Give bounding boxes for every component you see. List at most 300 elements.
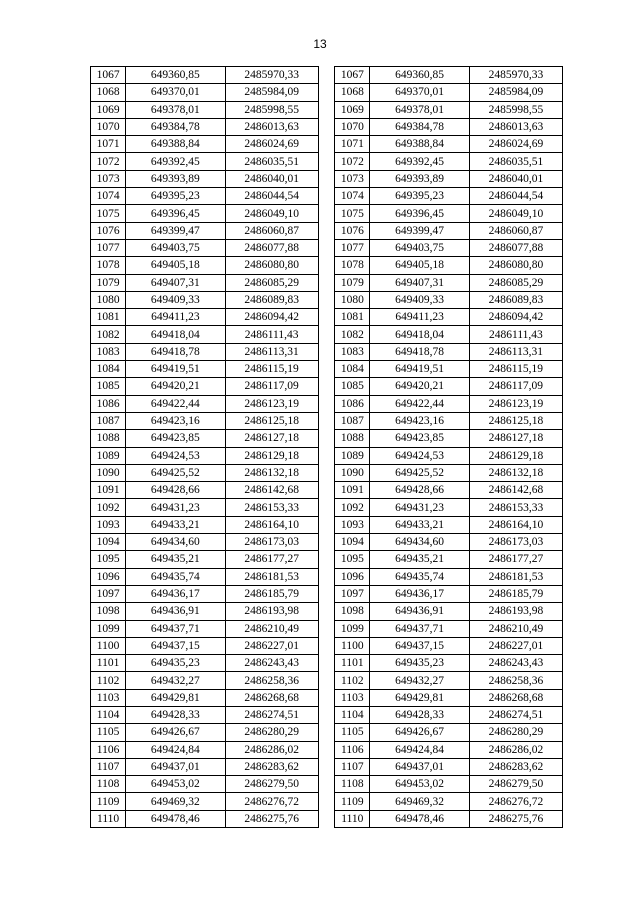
table-row <box>91 188 563 205</box>
left-x-coordinate-cell: 649407,31 <box>126 274 225 291</box>
left-y-coordinate-cell: 2486117,09 <box>225 378 318 395</box>
left-y-coordinate-cell: 2486153,33 <box>225 499 318 516</box>
left-y-coordinate-cell: 2486024,69 <box>225 136 318 153</box>
right-y-coordinate-cell: 2486173,03 <box>469 534 562 551</box>
right-y-coordinate-cell: 2486115,19 <box>469 361 562 378</box>
left-point-number-cell: 1110 <box>91 810 126 827</box>
right-x-coordinate-cell: 649435,21 <box>370 551 469 568</box>
column-gap <box>318 274 335 291</box>
right-point-number-cell: 1075 <box>335 205 370 222</box>
left-y-coordinate-cell: 2486044,54 <box>225 188 318 205</box>
left-y-coordinate-cell: 2486094,42 <box>225 309 318 326</box>
left-x-coordinate-cell: 649405,18 <box>126 257 225 274</box>
left-point-number-cell: 1093 <box>91 516 126 533</box>
left-point-number-cell: 1068 <box>91 84 126 101</box>
table-row <box>91 534 563 551</box>
left-x-coordinate-cell: 649426,67 <box>126 724 225 741</box>
left-y-coordinate-cell: 2486193,98 <box>225 603 318 620</box>
left-y-coordinate-cell: 2485984,09 <box>225 84 318 101</box>
right-y-coordinate-cell: 2486276,72 <box>469 793 562 810</box>
table-row <box>91 620 563 637</box>
right-y-coordinate-cell: 2485998,55 <box>469 101 562 118</box>
right-x-coordinate-cell: 649428,66 <box>370 482 469 499</box>
right-x-coordinate-cell: 649436,17 <box>370 585 469 602</box>
right-point-number-cell: 1086 <box>335 395 370 412</box>
table-row <box>91 776 563 793</box>
right-y-coordinate-cell: 2486080,80 <box>469 257 562 274</box>
left-y-coordinate-cell: 2486089,83 <box>225 291 318 308</box>
coordinates-table-body <box>91 67 563 828</box>
left-point-number-cell: 1082 <box>91 326 126 343</box>
left-point-number-cell: 1094 <box>91 534 126 551</box>
right-y-coordinate-cell: 2486013,63 <box>469 118 562 135</box>
right-x-coordinate-cell: 649396,45 <box>370 205 469 222</box>
right-x-coordinate-cell: 649392,45 <box>370 153 469 170</box>
left-y-coordinate-cell: 2486268,68 <box>225 689 318 706</box>
left-point-number-cell: 1098 <box>91 603 126 620</box>
column-gap <box>318 516 335 533</box>
left-x-coordinate-cell: 649432,27 <box>126 672 225 689</box>
right-point-number-cell: 1103 <box>335 689 370 706</box>
left-y-coordinate-cell: 2486227,01 <box>225 637 318 654</box>
column-gap <box>318 412 335 429</box>
left-point-number-cell: 1096 <box>91 568 126 585</box>
column-gap <box>318 239 335 256</box>
right-y-coordinate-cell: 2486049,10 <box>469 205 562 222</box>
left-y-coordinate-cell: 2486127,18 <box>225 430 318 447</box>
right-point-number-cell: 1098 <box>335 603 370 620</box>
column-gap <box>318 464 335 481</box>
left-point-number-cell: 1104 <box>91 706 126 723</box>
left-x-coordinate-cell: 649419,51 <box>126 361 225 378</box>
right-x-coordinate-cell: 649419,51 <box>370 361 469 378</box>
table-row <box>91 516 563 533</box>
column-gap <box>318 637 335 654</box>
right-point-number-cell: 1108 <box>335 776 370 793</box>
left-x-coordinate-cell: 649422,44 <box>126 395 225 412</box>
column-gap <box>318 568 335 585</box>
right-point-number-cell: 1078 <box>335 257 370 274</box>
column-gap <box>318 603 335 620</box>
left-x-coordinate-cell: 649425,52 <box>126 464 225 481</box>
column-gap <box>318 430 335 447</box>
left-y-coordinate-cell: 2485998,55 <box>225 101 318 118</box>
left-x-coordinate-cell: 649418,04 <box>126 326 225 343</box>
left-x-coordinate-cell: 649423,16 <box>126 412 225 429</box>
right-point-number-cell: 1095 <box>335 551 370 568</box>
right-x-coordinate-cell: 649388,84 <box>370 136 469 153</box>
table-row <box>91 136 563 153</box>
left-x-coordinate-cell: 649437,01 <box>126 758 225 775</box>
table-row <box>91 343 563 360</box>
right-x-coordinate-cell: 649432,27 <box>370 672 469 689</box>
right-y-coordinate-cell: 2486060,87 <box>469 222 562 239</box>
left-x-coordinate-cell: 649434,60 <box>126 534 225 551</box>
right-y-coordinate-cell: 2486279,50 <box>469 776 562 793</box>
left-y-coordinate-cell: 2486243,43 <box>225 655 318 672</box>
table-row <box>91 706 563 723</box>
column-gap <box>318 136 335 153</box>
right-x-coordinate-cell: 649453,02 <box>370 776 469 793</box>
column-gap <box>318 222 335 239</box>
left-x-coordinate-cell: 649399,47 <box>126 222 225 239</box>
left-x-coordinate-cell: 649360,85 <box>126 67 225 84</box>
table-row <box>91 499 563 516</box>
table-row <box>91 222 563 239</box>
left-point-number-cell: 1103 <box>91 689 126 706</box>
table-row <box>91 689 563 706</box>
right-x-coordinate-cell: 649469,32 <box>370 793 469 810</box>
right-x-coordinate-cell: 649436,91 <box>370 603 469 620</box>
left-y-coordinate-cell: 2486123,19 <box>225 395 318 412</box>
right-point-number-cell: 1089 <box>335 447 370 464</box>
column-gap <box>318 118 335 135</box>
left-x-coordinate-cell: 649411,23 <box>126 309 225 326</box>
column-gap <box>318 776 335 793</box>
left-x-coordinate-cell: 649435,23 <box>126 655 225 672</box>
right-y-coordinate-cell: 2486210,49 <box>469 620 562 637</box>
table-row <box>91 67 563 84</box>
left-y-coordinate-cell: 2486274,51 <box>225 706 318 723</box>
right-x-coordinate-cell: 649435,74 <box>370 568 469 585</box>
column-gap <box>318 620 335 637</box>
right-y-coordinate-cell: 2486125,18 <box>469 412 562 429</box>
coordinates-table <box>90 66 563 828</box>
left-point-number-cell: 1086 <box>91 395 126 412</box>
right-point-number-cell: 1087 <box>335 412 370 429</box>
right-point-number-cell: 1079 <box>335 274 370 291</box>
left-x-coordinate-cell: 649469,32 <box>126 793 225 810</box>
right-y-coordinate-cell: 2486129,18 <box>469 447 562 464</box>
right-y-coordinate-cell: 2486185,79 <box>469 585 562 602</box>
left-y-coordinate-cell: 2486276,72 <box>225 793 318 810</box>
left-point-number-cell: 1109 <box>91 793 126 810</box>
left-point-number-cell: 1105 <box>91 724 126 741</box>
right-y-coordinate-cell: 2486040,01 <box>469 170 562 187</box>
right-point-number-cell: 1101 <box>335 655 370 672</box>
right-y-coordinate-cell: 2486132,18 <box>469 464 562 481</box>
right-y-coordinate-cell: 2486274,51 <box>469 706 562 723</box>
left-x-coordinate-cell: 649435,21 <box>126 551 225 568</box>
right-y-coordinate-cell: 2486111,43 <box>469 326 562 343</box>
left-y-coordinate-cell: 2486125,18 <box>225 412 318 429</box>
left-y-coordinate-cell: 2486258,36 <box>225 672 318 689</box>
column-gap <box>318 672 335 689</box>
right-x-coordinate-cell: 649424,84 <box>370 741 469 758</box>
right-y-coordinate-cell: 2486164,10 <box>469 516 562 533</box>
left-x-coordinate-cell: 649396,45 <box>126 205 225 222</box>
right-y-coordinate-cell: 2485970,33 <box>469 67 562 84</box>
table-row <box>91 724 563 741</box>
right-x-coordinate-cell: 649437,01 <box>370 758 469 775</box>
table-row <box>91 430 563 447</box>
right-y-coordinate-cell: 2486280,29 <box>469 724 562 741</box>
left-y-coordinate-cell: 2486275,76 <box>225 810 318 827</box>
table-row <box>91 239 563 256</box>
table-row <box>91 309 563 326</box>
table-row <box>91 672 563 689</box>
left-point-number-cell: 1100 <box>91 637 126 654</box>
right-point-number-cell: 1076 <box>335 222 370 239</box>
left-y-coordinate-cell: 2486085,29 <box>225 274 318 291</box>
right-point-number-cell: 1074 <box>335 188 370 205</box>
table-row <box>91 326 563 343</box>
right-y-coordinate-cell: 2486094,42 <box>469 309 562 326</box>
right-y-coordinate-cell: 2486193,98 <box>469 603 562 620</box>
left-x-coordinate-cell: 649378,01 <box>126 101 225 118</box>
left-point-number-cell: 1073 <box>91 170 126 187</box>
right-y-coordinate-cell: 2486024,69 <box>469 136 562 153</box>
column-gap <box>318 361 335 378</box>
table-row <box>91 205 563 222</box>
right-y-coordinate-cell: 2486035,51 <box>469 153 562 170</box>
left-point-number-cell: 1070 <box>91 118 126 135</box>
right-point-number-cell: 1092 <box>335 499 370 516</box>
right-point-number-cell: 1082 <box>335 326 370 343</box>
column-gap <box>318 585 335 602</box>
left-point-number-cell: 1085 <box>91 378 126 395</box>
right-y-coordinate-cell: 2486258,36 <box>469 672 562 689</box>
right-point-number-cell: 1102 <box>335 672 370 689</box>
column-gap <box>318 793 335 810</box>
left-y-coordinate-cell: 2486035,51 <box>225 153 318 170</box>
left-y-coordinate-cell: 2486142,68 <box>225 482 318 499</box>
right-point-number-cell: 1073 <box>335 170 370 187</box>
right-y-coordinate-cell: 2486142,68 <box>469 482 562 499</box>
right-point-number-cell: 1069 <box>335 101 370 118</box>
column-gap <box>318 309 335 326</box>
left-x-coordinate-cell: 649431,23 <box>126 499 225 516</box>
table-row <box>91 412 563 429</box>
table-row <box>91 603 563 620</box>
right-x-coordinate-cell: 649435,23 <box>370 655 469 672</box>
left-y-coordinate-cell: 2486286,02 <box>225 741 318 758</box>
right-x-coordinate-cell: 649409,33 <box>370 291 469 308</box>
left-x-coordinate-cell: 649429,81 <box>126 689 225 706</box>
table-row <box>91 810 563 827</box>
column-gap <box>318 84 335 101</box>
left-x-coordinate-cell: 649424,53 <box>126 447 225 464</box>
left-y-coordinate-cell: 2486164,10 <box>225 516 318 533</box>
right-x-coordinate-cell: 649423,16 <box>370 412 469 429</box>
left-x-coordinate-cell: 649392,45 <box>126 153 225 170</box>
right-x-coordinate-cell: 649433,21 <box>370 516 469 533</box>
right-y-coordinate-cell: 2486113,31 <box>469 343 562 360</box>
table-row <box>91 551 563 568</box>
page-number: 13 <box>313 37 327 51</box>
left-y-coordinate-cell: 2486013,63 <box>225 118 318 135</box>
column-gap <box>318 689 335 706</box>
column-gap <box>318 101 335 118</box>
left-x-coordinate-cell: 649403,75 <box>126 239 225 256</box>
left-x-coordinate-cell: 649437,15 <box>126 637 225 654</box>
right-y-coordinate-cell: 2486227,01 <box>469 637 562 654</box>
left-x-coordinate-cell: 649437,71 <box>126 620 225 637</box>
right-y-coordinate-cell: 2486243,43 <box>469 655 562 672</box>
right-point-number-cell: 1083 <box>335 343 370 360</box>
column-gap <box>318 378 335 395</box>
right-point-number-cell: 1084 <box>335 361 370 378</box>
left-y-coordinate-cell: 2486177,27 <box>225 551 318 568</box>
left-x-coordinate-cell: 649428,66 <box>126 482 225 499</box>
right-y-coordinate-cell: 2486127,18 <box>469 430 562 447</box>
right-point-number-cell: 1067 <box>335 67 370 84</box>
left-point-number-cell: 1071 <box>91 136 126 153</box>
right-x-coordinate-cell: 649428,33 <box>370 706 469 723</box>
right-point-number-cell: 1093 <box>335 516 370 533</box>
column-gap <box>318 499 335 516</box>
left-point-number-cell: 1089 <box>91 447 126 464</box>
column-gap <box>318 170 335 187</box>
left-y-coordinate-cell: 2486060,87 <box>225 222 318 239</box>
right-point-number-cell: 1100 <box>335 637 370 654</box>
right-x-coordinate-cell: 649393,89 <box>370 170 469 187</box>
table-row <box>91 655 563 672</box>
left-point-number-cell: 1092 <box>91 499 126 516</box>
column-gap <box>318 810 335 827</box>
right-y-coordinate-cell: 2486085,29 <box>469 274 562 291</box>
left-point-number-cell: 1101 <box>91 655 126 672</box>
right-point-number-cell: 1110 <box>335 810 370 827</box>
right-x-coordinate-cell: 649418,78 <box>370 343 469 360</box>
right-point-number-cell: 1085 <box>335 378 370 395</box>
table-row <box>91 741 563 758</box>
left-point-number-cell: 1083 <box>91 343 126 360</box>
left-point-number-cell: 1102 <box>91 672 126 689</box>
column-gap <box>318 257 335 274</box>
column-gap <box>318 534 335 551</box>
left-point-number-cell: 1095 <box>91 551 126 568</box>
left-point-number-cell: 1076 <box>91 222 126 239</box>
left-y-coordinate-cell: 2486040,01 <box>225 170 318 187</box>
column-gap <box>318 395 335 412</box>
table-row <box>91 793 563 810</box>
right-x-coordinate-cell: 649407,31 <box>370 274 469 291</box>
right-y-coordinate-cell: 2486286,02 <box>469 741 562 758</box>
right-x-coordinate-cell: 649478,46 <box>370 810 469 827</box>
left-x-coordinate-cell: 649433,21 <box>126 516 225 533</box>
right-x-coordinate-cell: 649360,85 <box>370 67 469 84</box>
column-gap <box>318 758 335 775</box>
left-x-coordinate-cell: 649436,17 <box>126 585 225 602</box>
left-x-coordinate-cell: 649418,78 <box>126 343 225 360</box>
right-y-coordinate-cell: 2486153,33 <box>469 499 562 516</box>
right-x-coordinate-cell: 649411,23 <box>370 309 469 326</box>
table-row <box>91 637 563 654</box>
right-x-coordinate-cell: 649378,01 <box>370 101 469 118</box>
column-gap <box>318 153 335 170</box>
left-point-number-cell: 1074 <box>91 188 126 205</box>
table-row <box>91 378 563 395</box>
left-x-coordinate-cell: 649423,85 <box>126 430 225 447</box>
left-y-coordinate-cell: 2486077,88 <box>225 239 318 256</box>
left-y-coordinate-cell: 2486113,31 <box>225 343 318 360</box>
left-point-number-cell: 1069 <box>91 101 126 118</box>
column-gap <box>318 291 335 308</box>
column-gap <box>318 205 335 222</box>
left-point-number-cell: 1067 <box>91 67 126 84</box>
right-x-coordinate-cell: 649399,47 <box>370 222 469 239</box>
column-gap <box>318 482 335 499</box>
right-point-number-cell: 1106 <box>335 741 370 758</box>
right-point-number-cell: 1097 <box>335 585 370 602</box>
left-x-coordinate-cell: 649388,84 <box>126 136 225 153</box>
column-gap <box>318 655 335 672</box>
column-gap <box>318 741 335 758</box>
right-y-coordinate-cell: 2486123,19 <box>469 395 562 412</box>
left-point-number-cell: 1081 <box>91 309 126 326</box>
table-row <box>91 257 563 274</box>
right-x-coordinate-cell: 649434,60 <box>370 534 469 551</box>
table-row <box>91 101 563 118</box>
right-x-coordinate-cell: 649429,81 <box>370 689 469 706</box>
table-row <box>91 118 563 135</box>
right-y-coordinate-cell: 2486268,68 <box>469 689 562 706</box>
column-gap <box>318 67 335 84</box>
left-x-coordinate-cell: 649370,01 <box>126 84 225 101</box>
right-x-coordinate-cell: 649424,53 <box>370 447 469 464</box>
left-x-coordinate-cell: 649420,21 <box>126 378 225 395</box>
left-point-number-cell: 1080 <box>91 291 126 308</box>
left-x-coordinate-cell: 649395,23 <box>126 188 225 205</box>
right-point-number-cell: 1081 <box>335 309 370 326</box>
left-point-number-cell: 1106 <box>91 741 126 758</box>
right-x-coordinate-cell: 649395,23 <box>370 188 469 205</box>
table-row <box>91 361 563 378</box>
right-point-number-cell: 1080 <box>335 291 370 308</box>
column-gap <box>318 706 335 723</box>
right-x-coordinate-cell: 649405,18 <box>370 257 469 274</box>
column-gap <box>318 447 335 464</box>
right-y-coordinate-cell: 2486117,09 <box>469 378 562 395</box>
left-point-number-cell: 1084 <box>91 361 126 378</box>
right-point-number-cell: 1104 <box>335 706 370 723</box>
left-x-coordinate-cell: 649453,02 <box>126 776 225 793</box>
table-row <box>91 568 563 585</box>
left-point-number-cell: 1078 <box>91 257 126 274</box>
right-x-coordinate-cell: 649423,85 <box>370 430 469 447</box>
right-point-number-cell: 1099 <box>335 620 370 637</box>
left-point-number-cell: 1077 <box>91 239 126 256</box>
right-x-coordinate-cell: 649437,15 <box>370 637 469 654</box>
left-x-coordinate-cell: 649409,33 <box>126 291 225 308</box>
table-row <box>91 482 563 499</box>
left-point-number-cell: 1108 <box>91 776 126 793</box>
table-row <box>91 585 563 602</box>
right-y-coordinate-cell: 2486181,53 <box>469 568 562 585</box>
right-point-number-cell: 1072 <box>335 153 370 170</box>
right-x-coordinate-cell: 649370,01 <box>370 84 469 101</box>
left-x-coordinate-cell: 649435,74 <box>126 568 225 585</box>
column-gap <box>318 326 335 343</box>
left-y-coordinate-cell: 2485970,33 <box>225 67 318 84</box>
right-point-number-cell: 1071 <box>335 136 370 153</box>
right-x-coordinate-cell: 649422,44 <box>370 395 469 412</box>
right-point-number-cell: 1088 <box>335 430 370 447</box>
left-y-coordinate-cell: 2486185,79 <box>225 585 318 602</box>
column-gap <box>318 343 335 360</box>
left-point-number-cell: 1087 <box>91 412 126 429</box>
table-row <box>91 274 563 291</box>
left-x-coordinate-cell: 649424,84 <box>126 741 225 758</box>
right-point-number-cell: 1091 <box>335 482 370 499</box>
left-point-number-cell: 1072 <box>91 153 126 170</box>
table-row <box>91 395 563 412</box>
left-y-coordinate-cell: 2486181,53 <box>225 568 318 585</box>
column-gap <box>318 551 335 568</box>
right-x-coordinate-cell: 649384,78 <box>370 118 469 135</box>
table-row <box>91 170 563 187</box>
